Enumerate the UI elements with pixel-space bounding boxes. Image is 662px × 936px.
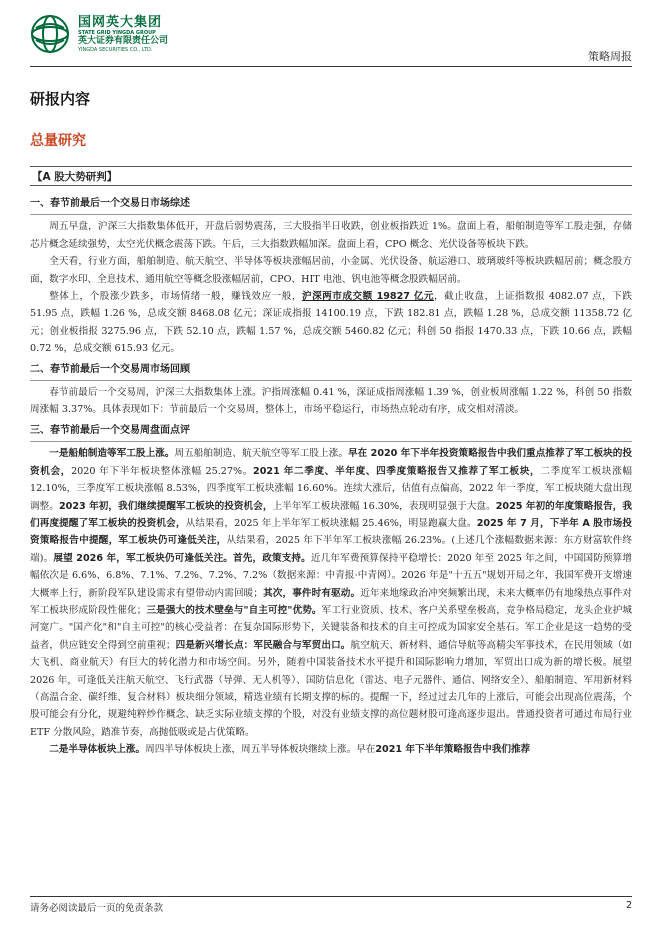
bold-run: 其次，事件时有驱动。 — [262, 587, 361, 599]
section-2-heading: 二、春节前最后一个交易周市场回顾 — [30, 361, 632, 381]
company-name-en: STATE GRID YINGDA GROUP — [78, 30, 156, 36]
text-run: 上半年军工板块涨幅 16.30%，表现明显强于大盘。 — [272, 500, 496, 512]
disclaimer-note: 请务必阅读最后一页的免责条款 — [30, 903, 164, 914]
bold-run: 2021 年下半年策略报告中我们推荐 — [375, 744, 531, 756]
text-run: 从结果看，2025 年上半年军工板块涨幅 25.46%，明显跑赢大盘。 — [185, 517, 477, 529]
section-1-paragraph — [30, 288, 632, 358]
text-run: 2020 年下半年板块整体涨幅 25.27%。 — [71, 465, 254, 477]
bold-run: 三是强大的技术壁垒与"自主可控"优势。 — [146, 604, 322, 616]
bold-run: 展望 2026 年，军工板块仍可逢低关注。首先，政策支持。 — [53, 552, 311, 564]
page-number: 2 — [625, 900, 632, 911]
section-1-heading: 一、春节前最后一个交易日市场综述 — [30, 195, 632, 215]
text-run: 近几年军费预算保持平稳增长：2020 年至 2025 年之间，中国国防预算增幅依次是 6.6%、6.8%、7.1%、7.2%、7.2%、7.2%（数据来源：中青报·中青网）。2026 年是"十五五"规划开局之年，我国军费开支增速大概率上行，新阶段军队建设需求有望带动内需回暖； — [30, 552, 632, 599]
company-name-cn: 国网英大集团 — [78, 15, 163, 30]
page-header — [0, 0, 662, 70]
bold-run: 二是半导体板块上涨。 — [49, 744, 146, 756]
bold-run: 2025 年初的年度策略报告，我们再度提醒了军工板块的投资机会， — [30, 500, 633, 529]
section-1-paragraph: 周五早盘，沪深三大指数集体低开，开盘后弱势震荡，三大股指半日收跌，创业板指跌近 1%。盘面上看，船舶制造等军工股走强，存储芯片概念延续强势，太空光伏概念震荡下跌。午后，三大指数跌幅加深。盘面上看，CPO 概念、光伏设备等板块下跌。 — [30, 221, 632, 250]
subsidiary-name-en: YINGDA SECURITIES CO., LTD. — [78, 47, 153, 53]
bold-run: 2025 年 7 月，下半年 A 股市场投资策略报告中提醒，军工板块仍可逢低关注， — [30, 517, 632, 547]
text-run: 航空航天、新材料、通信导航等高精尖军事技术，在民用领域（如大飞机、商业航天）有巨大的转化潜力和市场空间。另外，随着中国装备技术水平提升和国际影响力增加，军贸出口成为新的增长极。展望 2026 年，可逢低关注航天航空、飞行武器（导弹、无人机等）、国防信息化（雷达、电子元器件、通信、网络安全）、船舶制造、军用新材料（高温合金、碳纤维、复合材料）板块细分领域，精选业绩有长期支撑的标的。提醒一下，经过过去几年的上涨后，可能会出现高位震荡，个股可能会有分化，规避纯粹炒作概念、缺乏实际业绩支撑的个股，对没有业绩支撑的高位题材股可逢高逐步退出。普通投资者可通过布局行业 ETF 分散风险，踏准节奏，高抛低吸或是占优策略。 — [30, 639, 633, 738]
text-run: 军工行业资质、技术、客户关系壁垒极高，竞争格局稳定，龙头企业护城河宽广。"国产化"和"自主可控"的核心受益者：在复杂国际形势下，关键装备和技术的自主可控成为国家安全基石。军工企业是这一趋势的受益者，供应链安全得到空前重视； — [30, 604, 632, 651]
subsection-title: 总量研究 — [30, 133, 86, 149]
bold-run: 2021 年二季度、半年度、四季度策略报告又推荐了军工板块， — [253, 465, 541, 477]
text-run: 周四半导体板块上涨，周五半导体板块继续上涨。早在 — [145, 744, 376, 756]
header-divider — [30, 66, 632, 67]
text-run: 近年来地缘政治冲突频繁出现，未来大概率仍有地缘热点事件对军工板块形成阶段性催化； — [30, 587, 633, 616]
report-body — [30, 192, 632, 759]
section-1-paragraph: 全天看，行业方面，船舶制造、航天航空、半导体等板块涨幅居前，小金属、光伏设备、航运港口、玻璃玻纤等板块跌幅居前；概念股方面，数字水印、全息技术、通用航空等概念股涨幅居前，CPO、HIT 电池、钒电池等概念股跌幅居前。 — [30, 256, 632, 285]
turnover-highlight: 沪深两市成交额 19827 亿元 — [301, 291, 435, 303]
bold-run: 四是新兴增长点：军民融合与军贸出口。 — [175, 639, 351, 651]
topic-tag: 【A 股大势研判】 — [32, 171, 118, 183]
section-2-paragraph: 春节前最后一个交易周，沪深三大指数集体上涨。沪指周涨幅 0.41 %，深证成指周涨幅 1.39 %，创业板周涨幅 1.22 %，科创 50 指数周涨幅 3.37%。具体表现如下：节前最后一个交易周，整体上，市场平稳运行，市场热点轮动有序，成交相对清淡。 — [30, 387, 632, 416]
state-grid-logo-icon — [30, 14, 70, 54]
company-brand — [78, 16, 168, 53]
section-3-paragraph — [30, 741, 632, 758]
section-3-heading: 三、春节前最后一个交易周盘面点评 — [30, 422, 632, 442]
text-run: 从结果看，2025 年下半年军工板块涨幅 26.23%。(上述几个涨幅数据来源：东方财富软件终端)。 — [30, 535, 632, 564]
topic-tag-box — [30, 166, 632, 186]
text-run: 二季度军工板块涨幅 12.10%，三季度军工板块涨幅 8.53%，四季度军工板块涨幅 16.60%。连续大涨后，估值有点偏高，2022 年一季度，军工板块随大盘出现调整。 — [30, 465, 633, 512]
bold-run: 一是船舶制造等军工股上涨。 — [49, 448, 175, 460]
text-run: ，截止收盘，上证指数报 4082.07 点，下跌 51.95 点，跌幅 1.26 %，总成交额 8468.08 亿元；深证成指报 14100.19 点，下跌 182.81 点，跌幅 1.28 %，总成交额 11358.72 亿元；创业板指报 3275.96 点，下跌 52.10 点，跌幅 1.57 %，总成交额 5460.82 亿元；科创 50 指报 1470.33 点，下跌 10.66 点，跌幅 0.72 %，总成交额 615.93 亿元。 — [30, 291, 632, 355]
subsidiary-name-cn: 英大证券有限责任公司 — [78, 36, 169, 46]
report-type: 策略周报 — [588, 50, 632, 63]
text-run: 周五船舶制造、航天航空等军工股上涨。 — [174, 448, 348, 460]
footer-divider — [30, 896, 632, 897]
bold-run: 早在 2020 年下半年投资策略报告中我们重点推荐了军工板块的投资机会， — [30, 448, 633, 477]
section-3-paragraph — [30, 445, 632, 741]
text-run: 整体上，个股涨少跌多，市场情绪一般，赚钱效应一般， — [49, 291, 302, 303]
section-title: 研报内容 — [30, 90, 91, 108]
bold-run: 2023 年初，我们继续提醒军工板块的投资机会， — [58, 500, 273, 512]
